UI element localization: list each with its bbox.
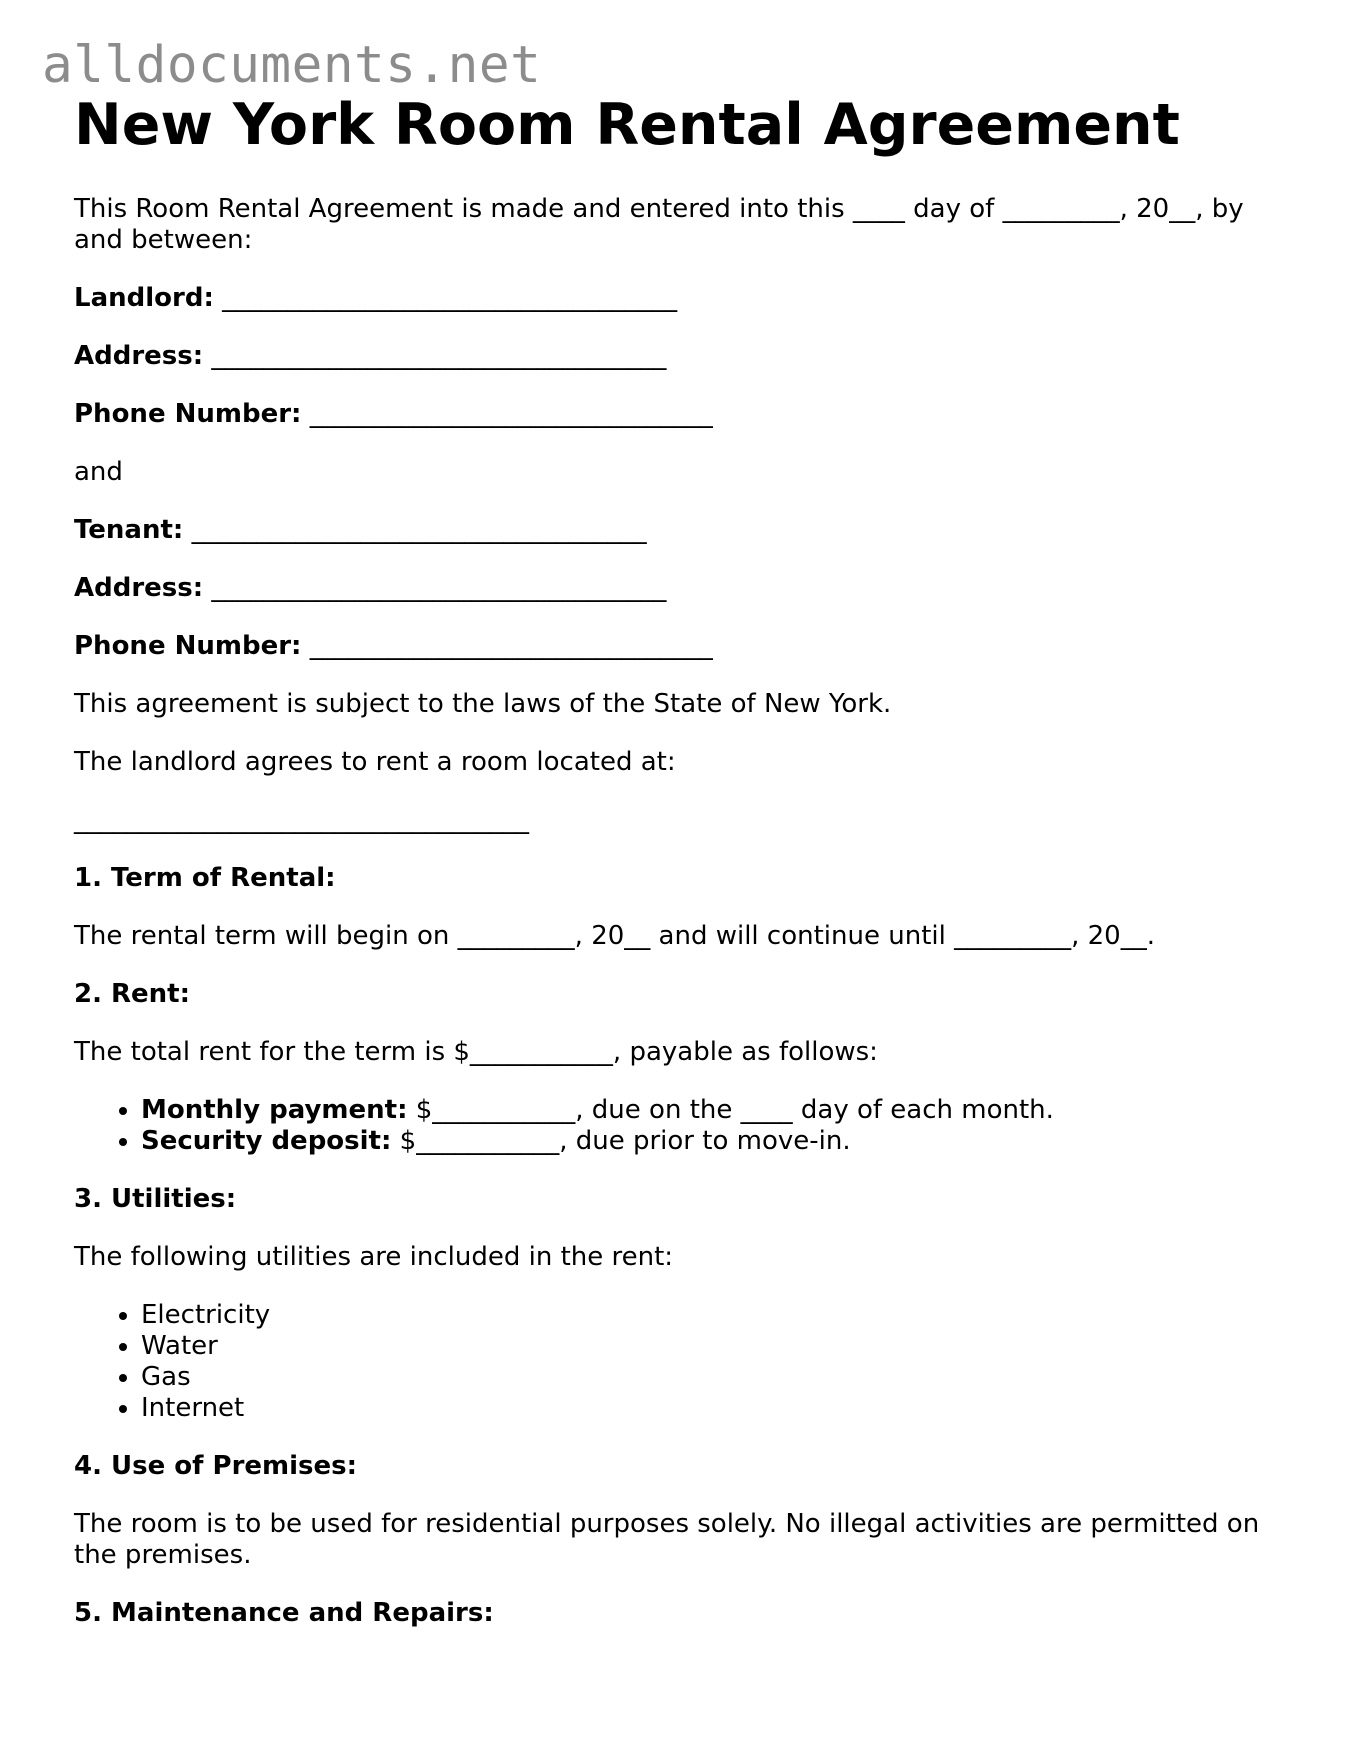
room-location-blank: ___________________________________ <box>74 805 529 835</box>
landlord-name-blank: ___________________________________ <box>222 283 678 313</box>
governing-law-text: This agreement is subject to the laws of the State of New York. <box>74 689 892 719</box>
utilities-heading: 3. Utilities: <box>74 1184 237 1214</box>
security-deposit-label: Security deposit: <box>141 1126 392 1156</box>
maintenance-heading: 5. Maintenance and Repairs: <box>74 1598 494 1628</box>
tenant-phone-field <box>74 631 1294 662</box>
term-heading: 1. Term of Rental: <box>74 863 336 893</box>
tenant-address-field <box>74 573 1294 604</box>
landlord-name-label: Landlord: <box>74 283 214 313</box>
tenant-address-label: Address: <box>74 573 204 603</box>
utility-item-gas: • Gas <box>141 1362 1294 1393</box>
document-body <box>74 194 1294 1656</box>
utility-item-internet: • Internet <box>141 1393 1294 1424</box>
security-deposit-item <box>141 1126 1294 1157</box>
utilities-list <box>74 1300 1294 1424</box>
page-title: New York Room Rental Agreement <box>74 92 1180 158</box>
landlord-address-blank: ___________________________________ <box>211 341 667 371</box>
landlord-phone-label: Phone Number: <box>74 399 302 429</box>
monthly-payment-label: Monthly payment: <box>141 1095 408 1125</box>
intro-paragraph: This Room Rental Agreement is made and entered into this ____ day of _________, 20__, by and between: <box>74 194 1244 255</box>
use-of-premises-text: The room is to be used for residential purposes solely. No illegal activities are permitted on the premises. <box>74 1509 1260 1570</box>
rent-text: The total rent for the term is $___________, payable as follows: <box>74 1037 878 1067</box>
monthly-payment-item <box>141 1095 1294 1126</box>
landlord-phone-field <box>74 399 1294 430</box>
landlord-address-label: Address: <box>74 341 204 371</box>
landlord-name-field <box>74 283 1294 314</box>
room-location-text: The landlord agrees to rent a room located at: <box>74 747 676 777</box>
tenant-phone-blank: _______________________________ <box>309 631 713 661</box>
tenant-name-field <box>74 515 1294 546</box>
utility-item-water: • Water <box>141 1331 1294 1362</box>
tenant-address-blank: ___________________________________ <box>211 573 667 603</box>
monthly-payment-text: $___________, due on the ____ day of each month. <box>407 1095 1054 1125</box>
tenant-name-blank: ___________________________________ <box>191 515 647 545</box>
term-text: The rental term will begin on _________, 20__ and will continue until _________, 20__. <box>74 921 1155 951</box>
rent-payment-list <box>74 1095 1294 1157</box>
landlord-address-field <box>74 341 1294 372</box>
security-deposit-text: $___________, due prior to move-in. <box>391 1126 851 1156</box>
watermark: alldocuments.net <box>42 36 542 95</box>
and-text: and <box>74 457 123 487</box>
landlord-phone-blank: _______________________________ <box>309 399 713 429</box>
rent-heading: 2. Rent: <box>74 979 191 1009</box>
use-of-premises-heading: 4. Use of Premises: <box>74 1451 358 1481</box>
tenant-phone-label: Phone Number: <box>74 631 302 661</box>
utility-item-electricity: • Electricity <box>141 1300 1294 1331</box>
utilities-text: The following utilities are included in the rent: <box>74 1242 674 1272</box>
tenant-name-label: Tenant: <box>74 515 184 545</box>
